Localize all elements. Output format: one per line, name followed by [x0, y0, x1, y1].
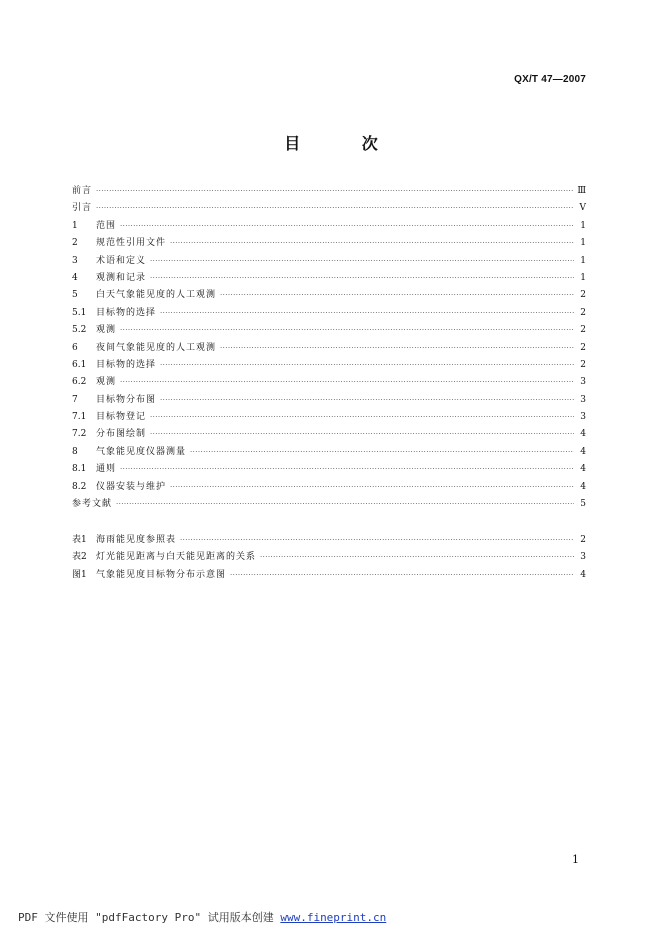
table-of-contents	[72, 183, 586, 513]
toc-entry[interactable]	[72, 340, 586, 357]
toc-entry[interactable]	[72, 426, 586, 443]
toc-entry[interactable]	[72, 322, 586, 339]
toc-entry[interactable]	[72, 200, 586, 217]
toc-entry-label: 灯光能见距离与白天能见距离的关系	[96, 552, 257, 563]
toc-entry-number: 7.1	[72, 412, 87, 423]
footer-link[interactable]: www.fineprint.cn	[280, 911, 387, 924]
toc-entry-number: 1	[72, 220, 78, 231]
toc-entry-page: 1	[580, 255, 586, 266]
toc-entry-page: 4	[580, 429, 586, 440]
toc-entry-label: 观测	[96, 377, 117, 388]
dot-leader	[120, 378, 574, 386]
toc-entry-label: 参考文献	[72, 499, 113, 510]
toc-entry[interactable]	[72, 496, 586, 513]
toc-entry-page: Ⅴ	[579, 203, 586, 214]
dot-leader	[180, 536, 574, 544]
dot-leader	[96, 204, 574, 212]
toc-entry-page: 1	[580, 272, 586, 283]
toc-entry[interactable]	[72, 270, 586, 287]
toc-entry-label: 前言	[72, 186, 93, 196]
dot-leader	[220, 344, 574, 352]
dot-leader	[160, 309, 574, 317]
toc-entry-number: 8.2	[72, 481, 87, 492]
toc-entry[interactable]	[72, 183, 586, 200]
toc-entry[interactable]	[72, 374, 586, 391]
toc-entry-label: 分布图绘制	[96, 429, 147, 440]
dot-leader	[230, 571, 574, 579]
toc-entry-page: 2	[580, 535, 586, 545]
toc-entry-page: 2	[580, 307, 586, 318]
toc-entry-page: 1	[580, 238, 586, 249]
toc-entry-label: 目标物的选择	[96, 307, 157, 318]
toc-entry-number: 5.2	[72, 325, 87, 336]
toc-entry[interactable]	[72, 287, 586, 304]
dot-leader	[260, 553, 574, 561]
toc-entry-label: 气象能见度仪器测量	[96, 446, 187, 457]
toc-entry-page: 3	[580, 412, 586, 423]
toc-entry[interactable]	[72, 532, 586, 549]
toc-entry-label: 夜间气象能见度的人工观测	[96, 342, 217, 353]
toc-entry-page: 4	[580, 481, 586, 492]
dot-leader	[120, 326, 574, 334]
toc-entry-number: 7	[72, 394, 78, 405]
toc-entry-label: 通则	[96, 464, 117, 475]
toc-entry-number: 7.2	[72, 429, 87, 440]
dot-leader	[150, 274, 574, 282]
toc-entry-number: 5	[72, 290, 78, 301]
toc-entry[interactable]	[72, 218, 586, 235]
dot-leader	[150, 413, 574, 421]
toc-entry-number: 表1	[72, 535, 87, 545]
toc-entry-label: 观测	[96, 325, 117, 336]
toc-entry-number: 2	[72, 238, 78, 249]
toc-entry-label: 术语和定义	[96, 255, 147, 266]
toc-entry[interactable]	[72, 461, 586, 478]
toc-entry-number: 5.1	[72, 307, 87, 318]
toc-entry-page: 2	[580, 359, 586, 370]
toc-entry-number: 3	[72, 255, 78, 266]
toc-entry-page: 4	[580, 446, 586, 457]
toc-entry-page: 3	[580, 552, 586, 563]
toc-entry-page: Ⅲ	[577, 186, 586, 196]
toc-entry-number: 6	[72, 342, 78, 353]
toc-entry-label: 引言	[72, 203, 93, 214]
toc-entry-label: 目标物分布图	[96, 394, 157, 405]
dot-leader	[150, 430, 574, 438]
dot-leader	[170, 483, 574, 491]
toc-entry[interactable]	[72, 235, 586, 252]
toc-entry-page: 2	[580, 342, 586, 353]
toc-entry-page: 1	[580, 220, 586, 231]
toc-entry-label: 仪器安装与维护	[96, 481, 167, 492]
toc-entry-page: 3	[580, 377, 586, 388]
toc-entry-label: 观测和记录	[96, 272, 147, 283]
toc-entry-number: 表2	[72, 552, 87, 563]
toc-entry-number: 6.2	[72, 377, 87, 388]
toc-entry-label: 目标物的选择	[96, 359, 157, 370]
toc-entry-page: 5	[580, 499, 586, 510]
toc-entry[interactable]	[72, 409, 586, 426]
toc-entry-label: 白天气象能见度的人工观测	[96, 290, 217, 301]
toc-entry[interactable]	[72, 392, 586, 409]
figures-tables-list	[72, 532, 586, 584]
dot-leader	[96, 187, 573, 195]
toc-entry-label: 海雨能见度参照表	[96, 535, 177, 545]
dot-leader	[190, 448, 574, 456]
dot-leader	[120, 465, 574, 473]
toc-entry-number: 8.1	[72, 464, 87, 475]
toc-entry[interactable]	[72, 253, 586, 270]
toc-entry-label: 气象能见度目标物分布示意图	[96, 569, 227, 580]
dot-leader	[160, 396, 574, 404]
dot-leader	[116, 500, 574, 508]
toc-entry-number: 图1	[72, 569, 87, 580]
standard-code: QX/T 47—2007	[514, 74, 586, 85]
toc-entry-label: 范围	[96, 220, 117, 231]
dot-leader	[120, 222, 574, 230]
toc-entry[interactable]	[72, 549, 586, 566]
toc-entry-page: 3	[580, 394, 586, 405]
toc-entry[interactable]	[72, 479, 586, 496]
dot-leader	[220, 291, 574, 299]
toc-entry-page: 2	[580, 290, 586, 301]
dot-leader	[150, 257, 574, 265]
toc-entry-number: 6.1	[72, 359, 87, 370]
toc-entry-number: 4	[72, 272, 78, 283]
toc-entry-number: 8	[72, 446, 78, 457]
toc-entry-label: 规范性引用文件	[96, 238, 167, 249]
toc-entry-page: 2	[580, 325, 586, 336]
toc-entry[interactable]	[72, 305, 586, 322]
toc-entry-label: 目标物登记	[96, 412, 147, 423]
pdf-footer	[18, 909, 386, 925]
toc-entry[interactable]	[72, 357, 586, 374]
page-number: 1	[572, 853, 579, 866]
dot-leader	[160, 361, 574, 369]
toc-entry-page: 4	[580, 569, 586, 580]
toc-entry[interactable]	[72, 567, 586, 584]
footer-text: PDF 文件使用 "pdfFactory Pro" 试用版本创建	[18, 911, 281, 924]
toc-entry-page: 4	[580, 464, 586, 475]
toc-entry[interactable]	[72, 444, 586, 461]
page-title: 目 次	[284, 134, 406, 153]
dot-leader	[170, 239, 574, 247]
